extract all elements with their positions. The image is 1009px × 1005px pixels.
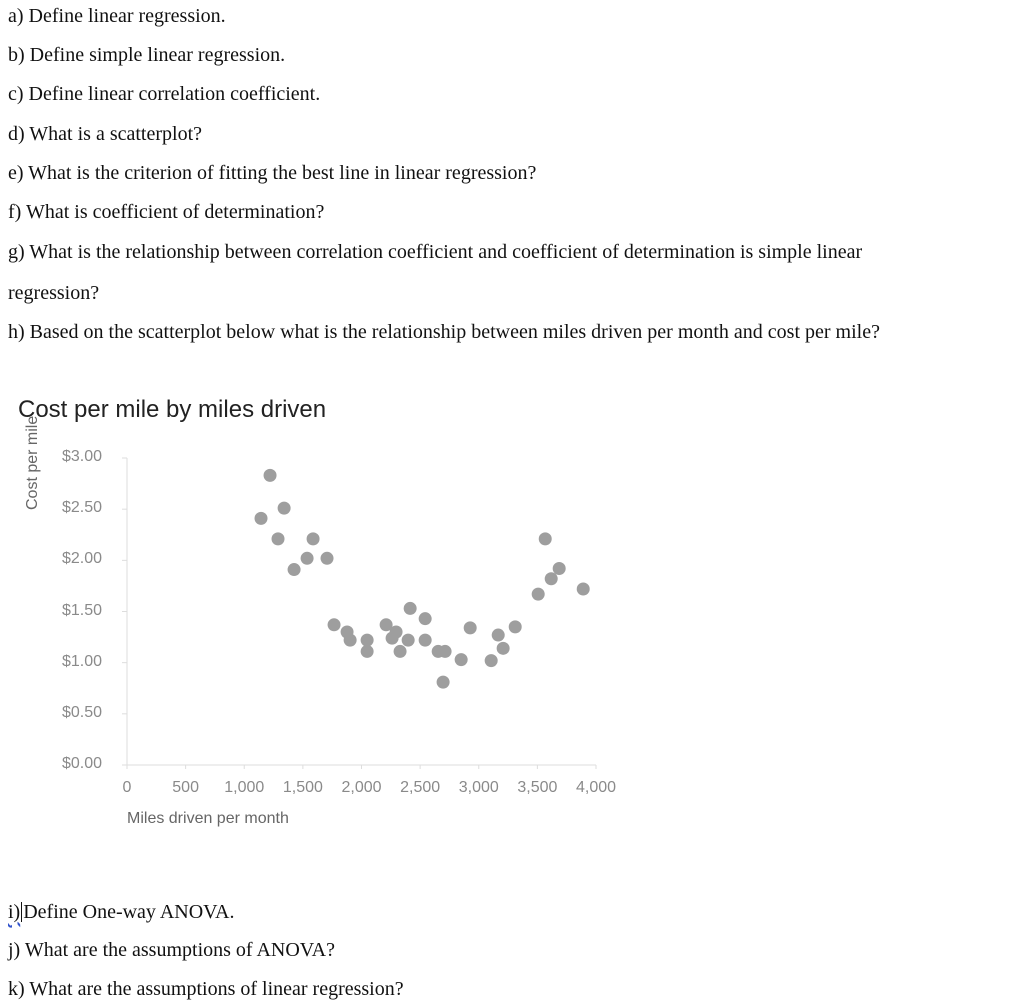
question-i-text: Define One-way ANOVA. (23, 901, 235, 923)
question-d: d) What is a scatterplot? (8, 123, 203, 145)
question-k: k) What are the assumptions of linear regression? (8, 978, 404, 1000)
data-point (278, 502, 291, 515)
x-tick-label: 1,000 (224, 779, 265, 796)
data-point (328, 618, 341, 631)
data-point (307, 532, 320, 545)
y-tick-label: $2.00 (62, 550, 103, 568)
data-point (419, 612, 432, 625)
x-tick-label: 4,000 (575, 779, 617, 796)
x-tick-label: 2,500 (400, 779, 441, 796)
data-point (485, 654, 498, 667)
data-point (264, 469, 277, 482)
y-tick-label: $2.50 (62, 499, 103, 517)
y-tick-label: $1.50 (62, 601, 103, 619)
x-tick-label: 3,500 (517, 779, 558, 796)
y-tick-label: $1.00 (62, 652, 103, 670)
data-point (394, 645, 407, 658)
data-point (255, 512, 268, 525)
y-axis-label: Cost per mile (24, 415, 41, 510)
data-point (344, 634, 357, 647)
x-tick-label: 3,000 (458, 779, 499, 796)
chart-title: Cost per mile by miles driven (18, 396, 327, 423)
data-point (437, 676, 450, 689)
data-point (532, 588, 545, 601)
data-point (390, 625, 403, 638)
data-point (272, 532, 285, 545)
question-c: c) Define linear correlation coefficient. (8, 83, 321, 105)
question-j: j) What are the assumptions of ANOVA? (8, 939, 335, 961)
y-tick-label: $0.50 (62, 703, 103, 721)
data-point (402, 634, 415, 647)
question-h: h) Based on the scatterplot below what is the relationship between miles driven per month and cost per mile? (8, 321, 880, 343)
question-e: e) What is the criterion of fitting the best line in linear regression? (8, 162, 537, 184)
data-point (404, 602, 417, 615)
x-tick-label: 500 (172, 779, 199, 796)
data-point (439, 645, 452, 658)
data-point (455, 653, 468, 666)
data-point (419, 634, 432, 647)
x-tick-label: 0 (122, 779, 132, 796)
question-g: g) What is the relationship between correlation coefficient and coefficient of determination is simple linear (8, 241, 863, 263)
data-point (301, 552, 314, 565)
data-point (361, 645, 374, 658)
x-axis-label: Miles driven per month (127, 810, 289, 827)
question-f: f) What is coefficient of determination? (8, 201, 325, 223)
y-tick-label: $3.00 (62, 448, 103, 465)
data-point (464, 621, 477, 634)
data-point (492, 629, 505, 642)
data-point (288, 563, 301, 576)
data-point (321, 552, 334, 565)
data-point (361, 634, 374, 647)
question-g-continued: regression? (8, 282, 100, 304)
data-point (577, 582, 590, 595)
question-i (8, 900, 234, 924)
question-i-prefix: i) (8, 901, 21, 923)
data-point (553, 562, 566, 575)
data-point (539, 532, 552, 545)
data-point (509, 620, 522, 633)
question-b: b) Define simple linear regression. (8, 44, 286, 66)
x-tick-label: 2,000 (341, 779, 382, 796)
x-tick-label: 1,500 (282, 779, 323, 796)
data-point (497, 642, 510, 655)
y-tick-label: $0.00 (62, 755, 103, 772)
question-a: a) Define linear regression. (8, 5, 226, 27)
data-point (545, 572, 558, 585)
